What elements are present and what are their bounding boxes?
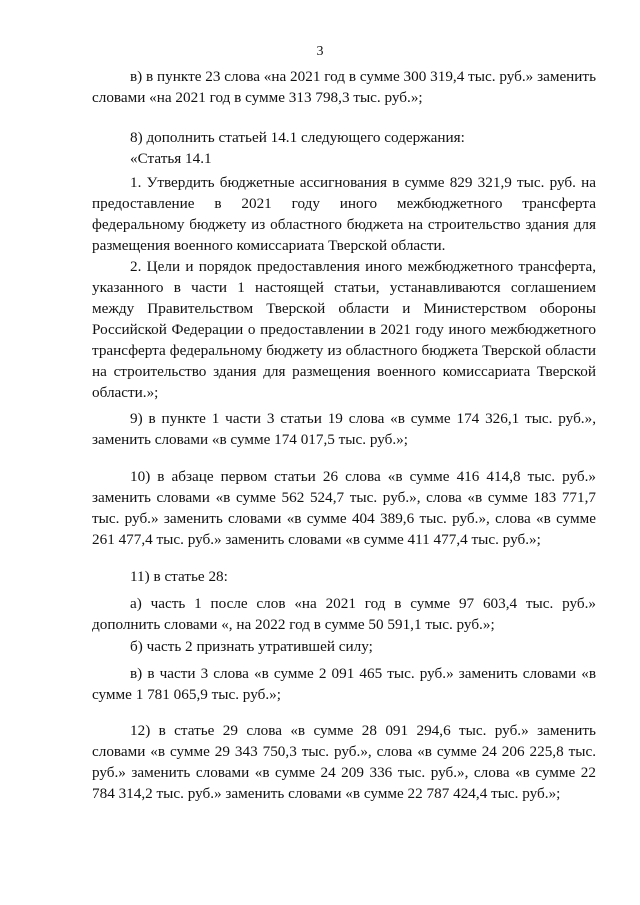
article-part-2: 2. Цели и порядок предоставления иного межбюджетного трансферта, указанного в части 1 настоящей статьи, устанавливаются соглашением между Правительством Тверской области и Министерством обороны Российской Федерации о предоставлении в 2021 году иного межбюджетного трансферта федеральному бюджету из областного бюджета Тверской области на строительство здания для размещения военного комиссариата Тверской области.»; (92, 258, 596, 401)
paragraph-item-8: 8) дополнить статьей 14.1 следующего содержания: (130, 129, 465, 146)
paragraph-subitem-v-23: в) в пункте 23 слова «на 2021 год в сумме 300 319,4 тыс. руб.» заменить словами «на 2021 год в сумме 313 798,3 тыс. руб.»; (92, 68, 596, 106)
paragraph-item-9: 9) в пункте 1 части 3 статьи 19 слова «в сумме 174 326,1 тыс. руб.», заменить словами «в сумме 174 017,5 тыс. руб.»; (92, 410, 596, 448)
paragraph-item-10: 10) в абзаце первом статьи 26 слова «в сумме 416 414,8 тыс. руб.» заменить словами «в сумме 562 524,7 тыс. руб.», слова «в сумме 183 771,7 тыс. руб.» заменить словами «в сумме 404 389,6 тыс. руб.», слова «в сумме 261 477,4 тыс. руб.» заменить словами «в сумме 411 477,4 тыс. руб.»; (92, 468, 596, 548)
paragraph-subitem-b: б) часть 2 признать утратившей силу; (130, 638, 373, 655)
paragraph-subitem-v-3: в) в части 3 слова «в сумме 2 091 465 тыс. руб.» заменить словами «в сумме 1 781 065,9 тыс. руб.»; (92, 665, 596, 703)
paragraph-item-12: 12) в статье 29 слова «в сумме 28 091 294,6 тыс. руб.» заменить словами «в сумме 29 343 750,3 тыс. руб.», слова «в сумме 24 206 225,8 тыс. руб.» заменить словами «в сумме 24 209 336 тыс. руб.», слова «в сумме 22 784 314,2 тыс. руб.» заменить словами «в сумме 22 787 424,4 тыс. руб.»; (92, 722, 596, 802)
paragraph-subitem-a: а) часть 1 после слов «на 2021 год в сумме 97 603,4 тыс. руб.» дополнить словами «, на 2022 год в сумме 50 591,1 тыс. руб.»; (92, 595, 596, 633)
article-heading: «Статья 14.1 (130, 150, 212, 167)
article-part-1: 1. Утвердить бюджетные ассигнования в сумме 829 321,9 тыс. руб. на предоставление в 2021 году иного межбюджетного трансферта федеральному бюджету из областного бюджета на строительство здания для размещения военного комиссариата Тверской области. (92, 174, 596, 254)
paragraph-item-11: 11) в статье 28: (130, 568, 228, 585)
page-number: 3 (316, 44, 324, 59)
